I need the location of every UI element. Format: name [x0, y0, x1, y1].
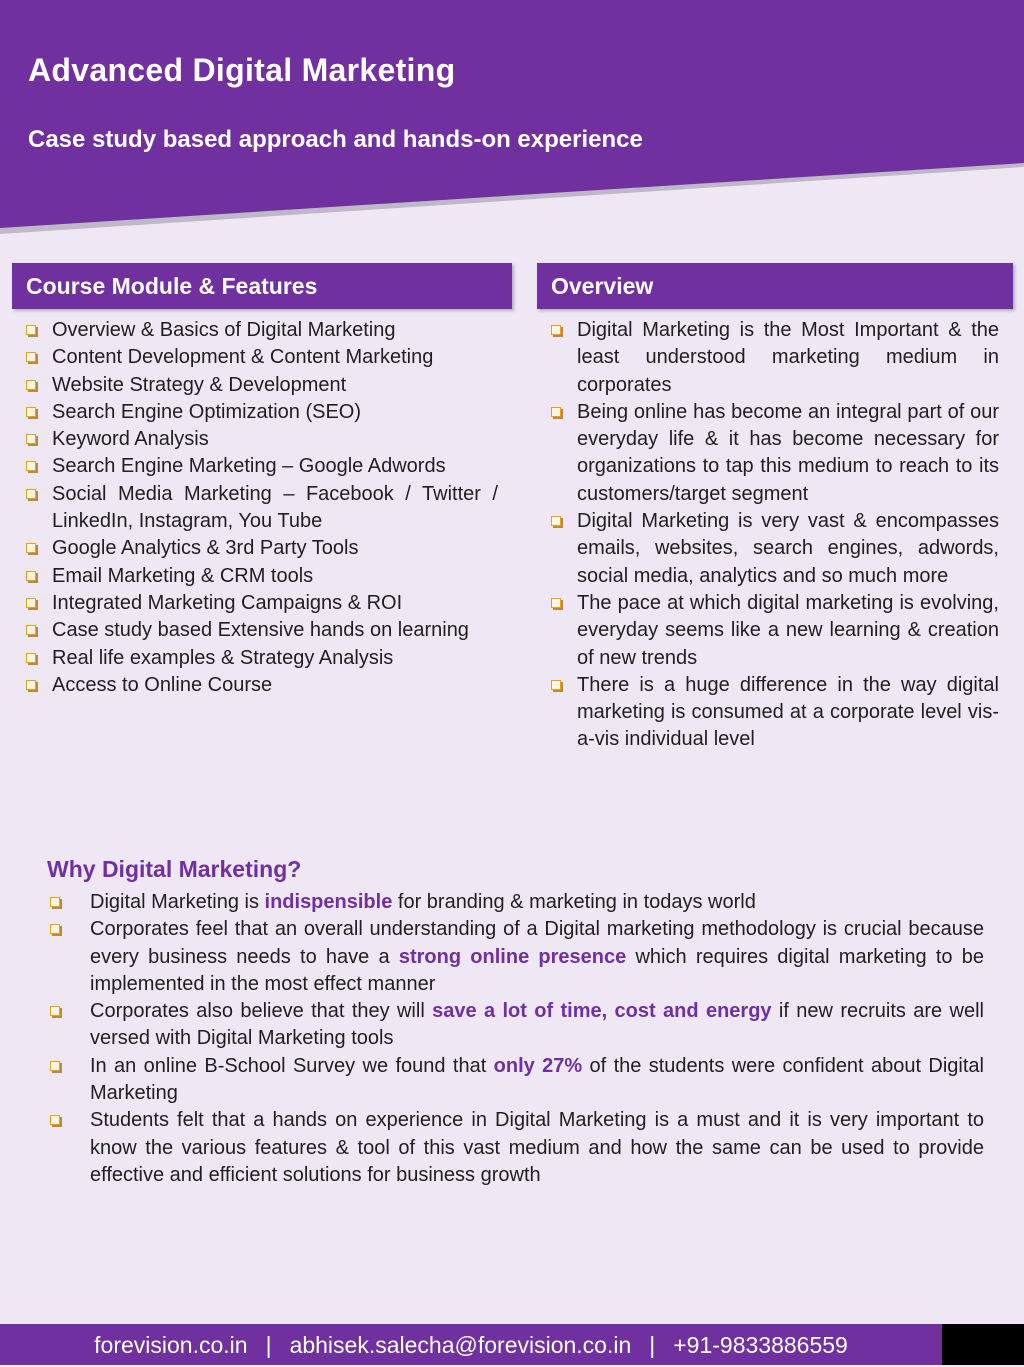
overview-heading: Overview: [537, 263, 1013, 309]
list-item: [577, 317, 999, 399]
list-item: [52, 344, 512, 371]
list-item: [577, 399, 999, 508]
list-item-text: The pace at which digital marketing is evolving, everyday seems like a new learning & creation of new trends: [577, 591, 999, 669]
square-bullet-icon: [50, 897, 60, 907]
course-module-heading: Course Module & Features: [12, 263, 512, 309]
square-bullet-icon: [26, 571, 36, 581]
square-bullet-icon: [50, 924, 60, 934]
list-item-text: Case study based Extensive hands on learning: [52, 619, 469, 642]
square-bullet-icon: [26, 543, 36, 553]
square-bullet-icon: [26, 680, 36, 690]
square-bullet-icon: [551, 680, 561, 690]
list-item: [90, 998, 984, 1053]
list-item: [577, 672, 999, 754]
list-item-text: if new recruits are well versed with Digital Marketing tools: [90, 1000, 984, 1050]
list-item-text: Content Development & Content Marketing: [52, 346, 434, 369]
why-digital-marketing-heading: Why Digital Marketing?: [47, 856, 302, 882]
square-bullet-icon: [551, 516, 561, 526]
list-item-text: Corporates feel that an overall understanding of a Digital marketing methodology is crucial because every business needs to have a: [90, 918, 984, 968]
list-item: [52, 645, 512, 672]
list-item: [52, 317, 512, 344]
page-subtitle: Case study based approach and hands-on experience: [28, 126, 643, 153]
list-item-text: which requires digital marketing to be implemented in the most effect manner: [90, 945, 984, 995]
list-item: [90, 1053, 984, 1108]
square-bullet-icon: [50, 1006, 60, 1016]
list-item: [52, 672, 512, 699]
phone-number[interactable]: +91-9833886559: [673, 1332, 848, 1358]
footer-separator: |: [265, 1332, 272, 1358]
list-item: [52, 399, 512, 426]
list-item: [52, 372, 512, 399]
square-bullet-icon: [551, 325, 561, 335]
highlight-text: save a lot of time, cost and energy: [432, 1000, 772, 1023]
list-item-text: Email Marketing & CRM tools: [52, 564, 314, 587]
square-bullet-icon: [551, 407, 561, 417]
website-link[interactable]: forevision.co.in: [94, 1332, 248, 1358]
list-item-text: Being online has become an integral part of our everyday life & it has become necessary for organizations to tap this medium to reach to its customers/target segment: [577, 400, 999, 505]
list-item: [52, 453, 512, 480]
list-item: [52, 563, 512, 590]
square-bullet-icon: [26, 407, 36, 417]
square-bullet-icon: [551, 598, 561, 608]
square-bullet-icon: [26, 325, 36, 335]
list-item: [52, 617, 512, 644]
list-item-text: Digital Marketing is the Most Important & the least understood marketing medium in corporates: [577, 319, 999, 396]
list-item: [90, 916, 984, 998]
list-item-text: Social Media Marketing – Facebook / Twitter / LinkedIn, Instagram, You Tube: [52, 482, 498, 533]
overview-list: [577, 317, 999, 754]
list-item: [90, 889, 984, 916]
footer-corner-block: [942, 1324, 1024, 1365]
highlight-text: indispensible: [264, 891, 393, 913]
course-module-list: [52, 317, 512, 699]
list-item: [52, 481, 498, 536]
email-link[interactable]: abhisek.salecha@forevision.co.in: [289, 1332, 632, 1358]
page-title: Advanced Digital Marketing: [28, 52, 456, 88]
list-item-text: Real life examples & Strategy Analysis: [52, 646, 394, 669]
list-item-text: There is a huge difference in the way digital marketing is consumed at a corporate level vis-a-vis individual level: [577, 673, 999, 751]
highlight-text: strong online presence: [398, 945, 627, 968]
list-item-text: Students felt that a hands on experience in Digital Marketing is a must and it is very important to know the various features & tool of this vast medium and how the same can be used to provide effective and efficient solutions for business growth: [90, 1109, 984, 1186]
list-item-text: of the students were confident about Digital Marketing: [90, 1054, 984, 1105]
list-item-text: for branding & marketing in todays world: [392, 891, 756, 913]
list-item: [52, 426, 512, 453]
list-item-text: Search Engine Optimization (SEO): [52, 400, 362, 423]
footer-separator: |: [649, 1332, 656, 1358]
list-item-text: Corporates also believe that they will: [90, 1000, 433, 1023]
square-bullet-icon: [26, 434, 36, 444]
list-item-text: Website Strategy & Development: [52, 373, 347, 396]
square-bullet-icon: [26, 380, 36, 390]
square-bullet-icon: [26, 352, 36, 362]
list-item-text: Google Analytics & 3rd Party Tools: [52, 537, 359, 560]
list-item-text: Integrated Marketing Campaigns & ROI: [52, 591, 403, 614]
square-bullet-icon: [50, 1115, 60, 1125]
list-item: [577, 508, 999, 590]
list-item-text: Overview & Basics of Digital Marketing: [52, 319, 396, 341]
list-item-text: Keyword Analysis: [52, 428, 209, 451]
square-bullet-icon: [50, 1061, 60, 1071]
why-digital-marketing-list: [90, 889, 984, 1189]
list-item-text: Search Engine Marketing – Google Adwords: [52, 455, 446, 478]
list-item: [52, 590, 512, 617]
list-item-text: Digital Marketing is: [90, 891, 265, 913]
square-bullet-icon: [26, 598, 36, 608]
footer-contact-bar: [0, 1324, 942, 1365]
list-item-text: Digital Marketing is very vast & encompasses emails, websites, search engines, adwords, social media, analytics and so much more: [577, 510, 999, 587]
list-item-text: In an online B-School Survey we found that: [90, 1054, 494, 1077]
list-item-text: Access to Online Course: [52, 673, 273, 696]
square-bullet-icon: [26, 489, 36, 499]
list-item: [90, 1107, 984, 1189]
square-bullet-icon: [26, 461, 36, 471]
list-item: [577, 590, 999, 672]
list-item: [52, 535, 512, 562]
square-bullet-icon: [26, 625, 36, 635]
square-bullet-icon: [26, 653, 36, 663]
highlight-text: only 27%: [493, 1054, 583, 1077]
